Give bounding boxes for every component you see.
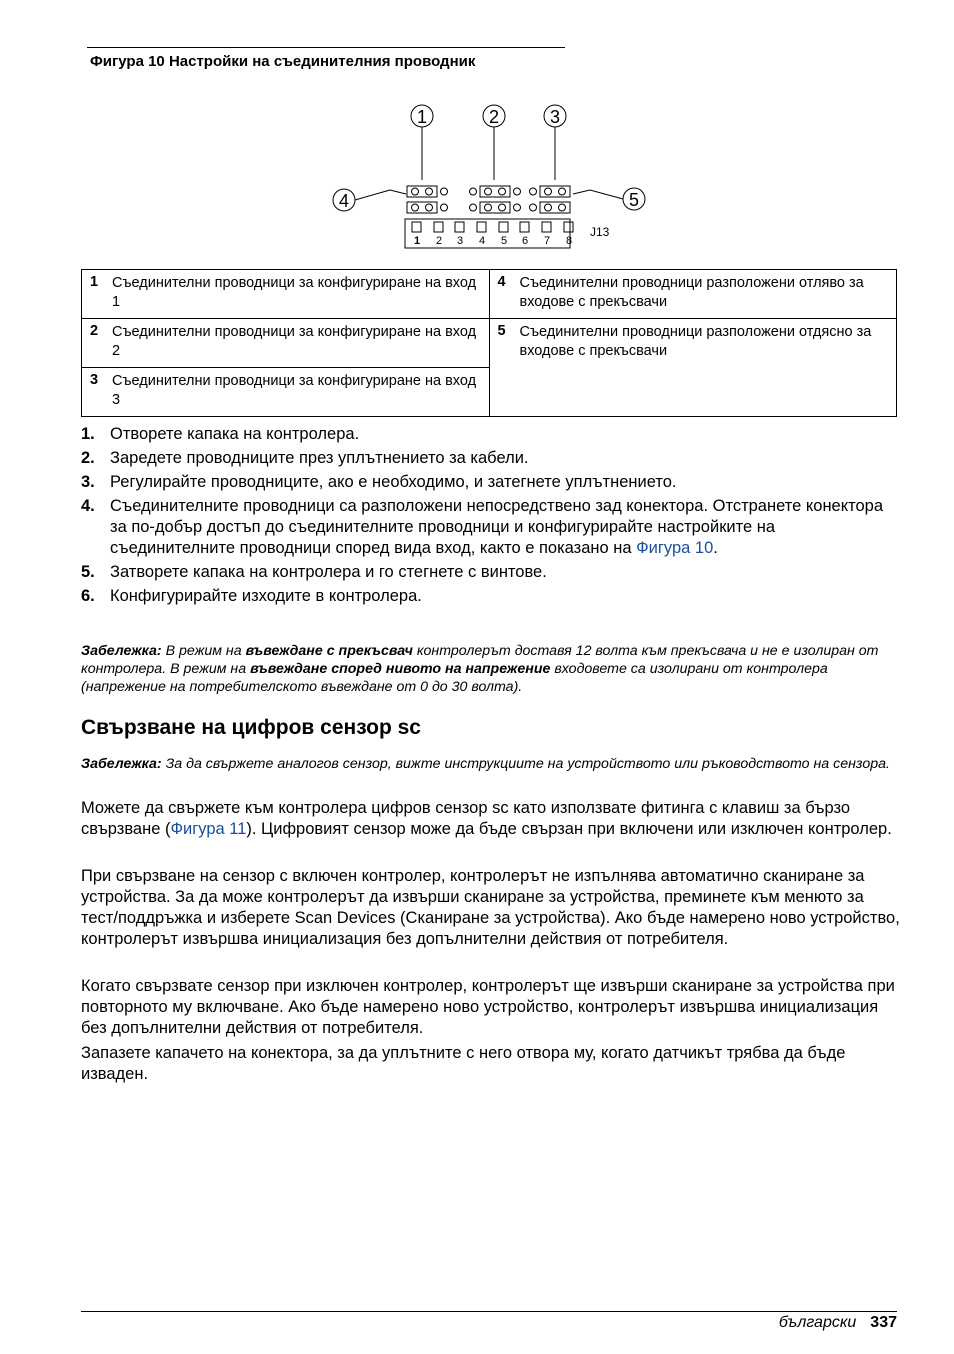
- legend-cell: [82, 270, 490, 319]
- connector-label: J13: [590, 225, 610, 239]
- step-text-wrapper: [110, 496, 897, 559]
- legend-number: 3: [90, 372, 99, 388]
- list-item: [81, 424, 897, 445]
- legend-cell: [82, 368, 490, 417]
- jumper-diagram: [330, 98, 660, 253]
- legend-number: 1: [90, 274, 99, 290]
- legend-number: 2: [90, 323, 99, 339]
- callout-label-4: 4: [338, 191, 350, 211]
- footer-rule: [81, 1311, 897, 1312]
- step-text: Затворете капака на контролера и го стегнете с винтове.: [110, 563, 547, 581]
- callout-label-2: 2: [488, 107, 500, 127]
- legend-cell: [489, 319, 897, 417]
- step-number: 2.: [81, 449, 95, 467]
- pin-number-8: 8: [565, 235, 573, 247]
- pin-number-5: 5: [500, 235, 508, 247]
- step-number: 5.: [81, 563, 95, 581]
- figure-11-link[interactable]: Фигура 11: [170, 820, 247, 838]
- paragraph-powered-on: При свързване на сензор с включен контролер, контролерът не изпълнява автоматично сканиране за устройства. За да може контролерът да извърши сканиране за устройства, преминете към менюто за тест/поддръжка и изберете Scan Devices (Сканиране за устройства). Ако бъде намерено ново устройство, контролерът извършва инициализация без допълнителни действия от потребителя.: [81, 867, 900, 948]
- step-text: Съединителните проводници са разположени непосредствено зад конектора. Отстранете конектора за по-добър достъп до съединителните проводници и конфигурирайте настройките на съединителните проводници според вида вход, както е показано на: [110, 497, 884, 557]
- legend-number: 4: [497, 274, 506, 290]
- note-text: входовете са изолирани от контролера (напрежение на потребителското въвеждане от 0 до 30 волта).: [81, 661, 828, 695]
- figure-legend-table: [81, 269, 897, 417]
- procedure-steps: [81, 424, 897, 610]
- note-label: Забележка:: [81, 756, 162, 772]
- legend-text: Съединителни проводници за конфигуриране на вход 3: [112, 373, 477, 408]
- step-text: Заредете проводниците през уплътнението за кабели.: [110, 449, 529, 467]
- step-number: 6.: [81, 587, 95, 605]
- pin-number-3: 3: [456, 235, 464, 247]
- legend-text: Съединителни проводници за конфигуриране на вход 1: [112, 275, 477, 310]
- section-heading: Свързване на цифров сензор sc: [81, 716, 421, 739]
- legend-text: Съединителни проводници разположени отляво за входове с прекъсвачи: [519, 275, 864, 310]
- note-label: Забележка:: [81, 643, 162, 659]
- pin-number-6: 6: [521, 235, 529, 247]
- pin-number-2: 2: [435, 235, 443, 247]
- paragraph-text: Можете да свържете към контролера цифров сензор sc като използвате фитинга с клавиш за бързо свързване (: [81, 799, 850, 838]
- note-bold: въвеждане с прекъсвач: [245, 643, 413, 659]
- note-bold: въвеждане според нивото на напрежение: [250, 661, 551, 677]
- note-text: контролерът доставя 12 волта към прекъсвача и не е изолиран от контролера. В режим на: [81, 643, 879, 677]
- note-analog-sensor: [81, 755, 897, 773]
- paragraph-connect: [81, 798, 901, 840]
- step-text-end: .: [713, 539, 718, 557]
- paragraph-powered-off: Когато свързвате сензор при изключен контролер, контролерът ще извърши сканиране за устройства при повторното му включване. Ако бъде намерено ново устройство, контролерът извършва инициализация без допълнителни действия от потребителя.: [81, 977, 895, 1037]
- pin-number-4: 4: [478, 235, 486, 247]
- step-number: 3.: [81, 473, 95, 491]
- page-number: 337: [870, 1314, 897, 1331]
- list-item: [81, 496, 897, 559]
- figure-rule: [87, 47, 565, 48]
- pin-number-7: 7: [543, 235, 551, 247]
- paragraph-connector-cap: Запазете капачето на конектора, за да уплътните с него отвора му, когато датчикът трябва да бъде изваден.: [81, 1044, 846, 1083]
- list-item: [81, 586, 897, 607]
- legend-text: Съединителни проводници за конфигуриране на вход 2: [112, 324, 477, 359]
- page-footer: [779, 1314, 897, 1332]
- note-text: За да свържете аналогов сензор, вижте инструкциите на устройството или ръководството на сензора.: [161, 756, 890, 772]
- figure-10-link[interactable]: Фигура 10: [636, 539, 714, 557]
- legend-cell: [82, 319, 490, 368]
- legend-text: Съединителни проводници разположени отдясно за входове с прекъсвачи: [519, 324, 872, 359]
- note-switch-input: [81, 642, 897, 696]
- figure-caption: Фигура 10 Настройки на съединителния проводник: [90, 53, 476, 70]
- legend-cell: [489, 270, 897, 319]
- step-text: Регулирайте проводниците, ако е необходимо, и затегнете уплътнението.: [110, 473, 677, 491]
- step-number: 4.: [81, 497, 95, 515]
- step-text: Отворете капака на контролера.: [110, 425, 360, 443]
- note-text: В режим на: [161, 643, 246, 659]
- callout-label-5: 5: [628, 190, 640, 210]
- callout-label-1: 1: [416, 107, 428, 127]
- list-item: [81, 562, 897, 583]
- legend-number: 5: [497, 323, 506, 339]
- pin-number-1: 1: [413, 235, 421, 247]
- paragraph-text: ). Цифровият сензор може да бъде свързан при включени или изключен контролер.: [246, 820, 892, 838]
- list-item: [81, 472, 897, 493]
- step-text: Конфигурирайте изходите в контролера.: [110, 587, 422, 605]
- callout-label-3: 3: [549, 107, 561, 127]
- list-item: [81, 448, 897, 469]
- step-number: 1.: [81, 425, 95, 443]
- footer-language: български: [778, 1314, 857, 1331]
